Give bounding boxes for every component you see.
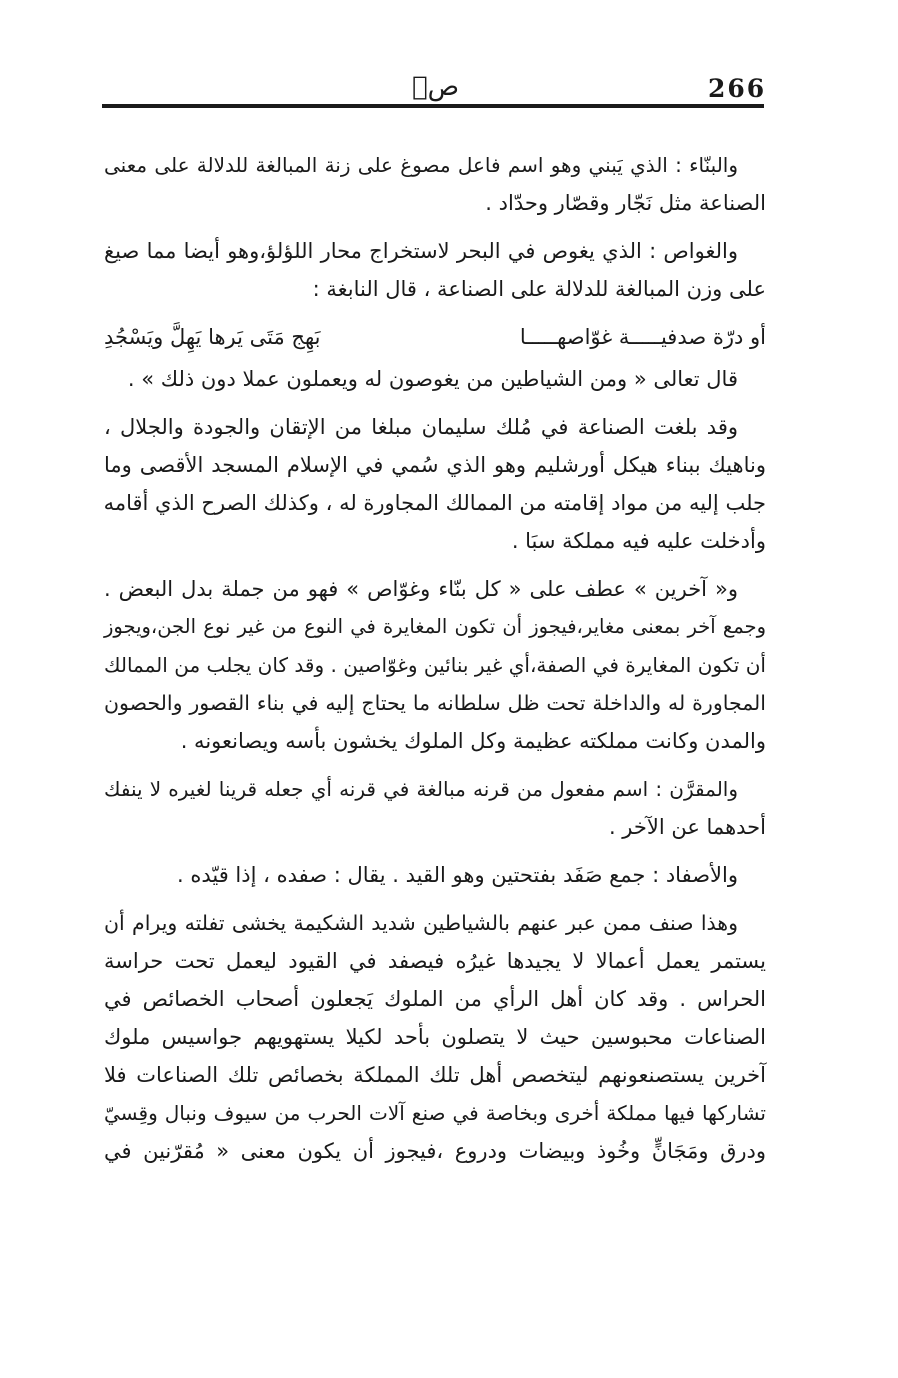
verse-first-hemistich: أو درّة صدفيـــــة غوّاصهـــــا	[519, 325, 766, 349]
verse-second-hemistich: بَهِج مَتَى يَرها يَهِلَّ ويَسْجُدِ	[104, 325, 321, 349]
body-text	[104, 146, 766, 1180]
paragraph	[104, 856, 766, 894]
paragraph	[104, 904, 766, 1170]
text-line: والغواص : الذي يغوص في البحر لاستخراج محار اللؤلؤ،وهو أيضا مما صيغ	[104, 239, 738, 263]
text-line: الصناعات محبوسين حيث لا يتصلون بأحد لكيلا يستهويهم جواسيس ملوك	[104, 1025, 766, 1049]
text-line: قال تعالى « ومن الشياطين من يغوصون له ويعملون عملا دون ذلك » .	[127, 367, 738, 391]
text-line: والبنّاء : الذي يَبني وهو اسم فاعل مصوغ على زنة المبالغة للدلالة على معنى	[104, 153, 738, 177]
text-line: وناهيك ببناء هيكل أورشليم وهو الذي سُمي في الإسلام المسجد الأقصى وما	[104, 453, 766, 477]
poetry-verse	[104, 318, 766, 356]
text-line: والأصفاد : جمع صَفَد بفتحتين وهو القيد . يقال : صفده ، إذا قيّده .	[177, 863, 738, 887]
text-line: وأدخلت عليه فيه مملكة سبَا .	[511, 529, 766, 553]
text-line: ودرق ومَجَانٍّ وخُوذ وبيضات ودروع ،فيجوز أن يكون معنى « مُقرّنين في	[104, 1139, 766, 1163]
text-line: جلب إليه من مواد إقامته من الممالك المجاورة له ، وكذلك الصرح الذي أقامه	[103, 491, 766, 515]
page-number: 266	[708, 74, 767, 103]
text-line: وجمع آخر بمعنى مغاير،فيجوز أن تكون المغايرة في النوع من غير نوع الجن،ويجوز	[104, 615, 766, 638]
text-line: المجاورة له والداخلة تحت ظل سلطانه ما يحتاج إليه في بناء القصور والحصون	[104, 691, 766, 715]
text-line: و« آخرين » عطف على « كل بنّاء وغوّاص » فهو من جملة بدل البعض .	[104, 577, 738, 601]
text-line: الصناعة مثل نَجّار وقصّار وحدّاد .	[485, 191, 766, 215]
text-line: آخرين يستصنعونهم ليتخصص أهل تلك المملكة بخصائص تلك الصناعات فلا	[104, 1063, 766, 1087]
text-line: أن تكون المغايرة في الصفة،أي غير بنائين وغوّاصين . وقد كان يجلب من الممالك	[104, 653, 766, 677]
paragraph	[104, 232, 766, 308]
running-head: صۤ	[412, 72, 460, 102]
paragraph	[104, 146, 766, 222]
paragraph	[104, 408, 766, 560]
text-line: الحراس . وقد كان أهل الرأي من الملوك يَجعلون أصحاب الخصائص في	[104, 987, 766, 1011]
text-line: أحدهما عن الآخر .	[608, 815, 766, 839]
text-line: على وزن المبالغة للدلالة على الصناعة ، قال النابغة :	[312, 277, 766, 301]
text-line: تشاركها فيها مملكة أخرى وبخاصة في صنع آلات الحرب من سيوف ونبال وقِسيّ	[104, 1101, 766, 1125]
text-line: وقد بلغت الصناعة في مُلك سليمان مبلغا من الإتقان والجودة والجلال ،	[104, 415, 738, 439]
paragraph	[104, 770, 766, 846]
header-rule	[102, 104, 764, 108]
paragraph	[104, 570, 766, 760]
text-line: والمقرَّن : اسم مفعول من قرنه مبالغة في قرنه أي جعله قرينا لغيره لا ينفك	[104, 777, 738, 801]
paragraph	[104, 360, 766, 398]
text-line: والمدن وكانت مملكته عظيمة وكل الملوك يخشون بأسه ويصانعونه .	[180, 729, 766, 753]
text-line: وهذا صنف ممن عبر عنهم بالشياطين شديد الشكيمة يخشى تفلته ويرام أن	[104, 911, 738, 935]
text-line: يستمر يعمل أعمالا لا يجيدها غيرُه فيصفد في القيود ليعمل تحت حراسة	[104, 949, 766, 973]
